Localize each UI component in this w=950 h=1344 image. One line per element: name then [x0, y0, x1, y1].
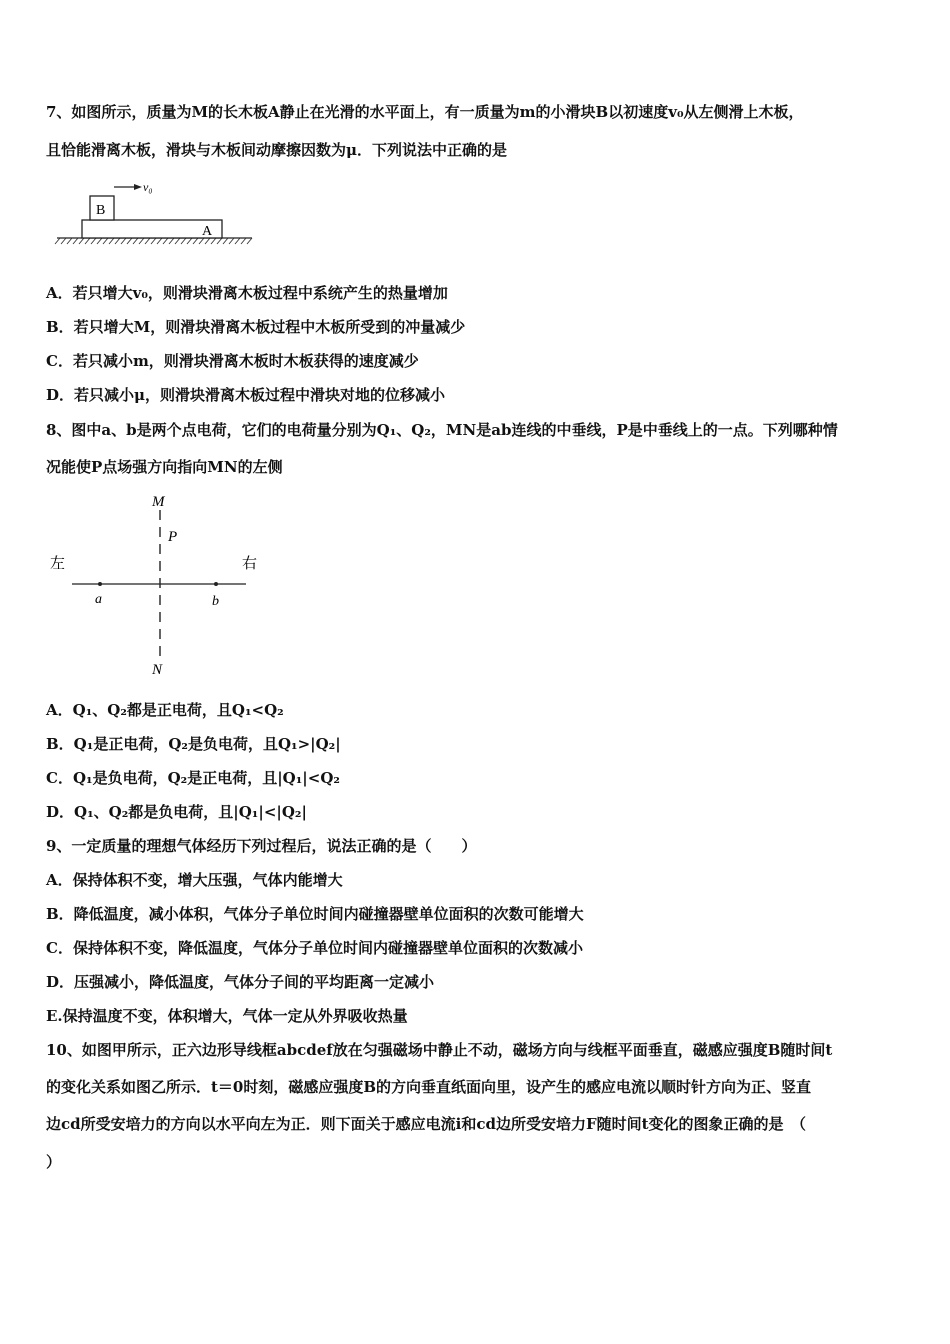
charge-b	[214, 582, 218, 586]
label-p: P	[168, 529, 178, 545]
ground-hatching	[55, 238, 252, 244]
label-m: M	[152, 494, 165, 510]
velocity-label: v₀	[143, 180, 153, 194]
label-n: N	[152, 662, 163, 678]
q8-option-d: D．Q₁、Q₂都是负电荷，且|Q₁|<|Q₂|	[46, 803, 307, 821]
block-label: B	[96, 203, 106, 218]
board-label: A	[202, 224, 213, 239]
q8-figure	[44, 488, 274, 678]
q9-option-c: C．保持体积不变，降低温度，气体分子单位时间内碰撞器壁单位面积的次数减小	[46, 939, 583, 957]
q10-stem-line2: 的变化关系如图乙所示．t＝0时刻，磁感应强度B的方向垂直纸面向里，设产生的感应电流以顺时针方向为正、竖直	[46, 1078, 812, 1096]
q7-stem-line2: 且恰能滑离木板，滑块与木板间动摩擦因数为μ．下列说法中正确的是	[46, 141, 507, 159]
q10-stem-line4: ）	[46, 1153, 62, 1171]
q10-stem-line1: 10、如图甲所示，正六边形导线框abcdef放在匀强磁场中静止不动，磁场方向与线框平面垂直，磁感应强度B随时间t	[46, 1041, 833, 1059]
q7-figure	[52, 176, 257, 248]
q8-stem-line2: 况能使P点场强方向指向MN的左侧	[46, 458, 283, 476]
q7-option-b: B．若只增大M，则滑块滑离木板过程中木板所受到的冲量减少	[46, 318, 466, 336]
q9-option-d: D．压强减小，降低温度，气体分子间的平均距离一定减小	[46, 973, 435, 991]
q8-option-b: B．Q₁是正电荷，Q₂是负电荷，且Q₁>|Q₂|	[46, 735, 341, 753]
label-b: b	[212, 594, 219, 609]
q10-stem-line3: 边cd所受安培力的方向以水平向左为正．则下面关于感应电流i和cd边所受安培力F随时间t变化的图象正确的是 （	[46, 1115, 807, 1133]
q7-stem-line1: 7、如图所示，质量为M的长木板A静止在光滑的水平面上，有一质量为m的小滑块B以初速度v₀从左侧滑上木板，	[46, 103, 804, 121]
label-a: a	[95, 592, 102, 607]
q8-stem-line1: 8、图中a、b是两个点电荷，它们的电荷量分别为Q₁、Q₂，MN是ab连线的中垂线，P是中垂线上的一点。下列哪种情	[46, 421, 838, 439]
q8-option-a: A．Q₁、Q₂都是正电荷，且Q₁<Q₂	[46, 701, 284, 719]
q7-option-c: C．若只减小m，则滑块滑离木板时木板获得的速度减少	[46, 352, 419, 370]
q9-option-a: A．保持体积不变，增大压强，气体内能增大	[46, 871, 343, 889]
q9-stem: 9、一定质量的理想气体经历下列过程后，说法正确的是（ ）	[46, 837, 477, 855]
label-right: 右	[242, 556, 258, 572]
velocity-arrowhead	[134, 184, 142, 190]
q9-option-b: B．降低温度，减小体积，气体分子单位时间内碰撞器壁单位面积的次数可能增大	[46, 905, 584, 923]
q7-option-a: A．若只增大v₀，则滑块滑离木板过程中系统产生的热量增加	[46, 284, 448, 302]
label-left: 左	[50, 556, 66, 572]
board-a	[82, 220, 222, 238]
q7-option-d: D．若只减小μ，则滑块滑离木板过程中滑块对地的位移减小	[46, 386, 445, 404]
q8-option-c: C．Q₁是负电荷，Q₂是正电荷，且|Q₁|<Q₂	[46, 769, 340, 787]
charge-a	[98, 582, 102, 586]
q9-option-e: E.保持温度不变，体积增大，气体一定从外界吸收热量	[46, 1007, 408, 1025]
